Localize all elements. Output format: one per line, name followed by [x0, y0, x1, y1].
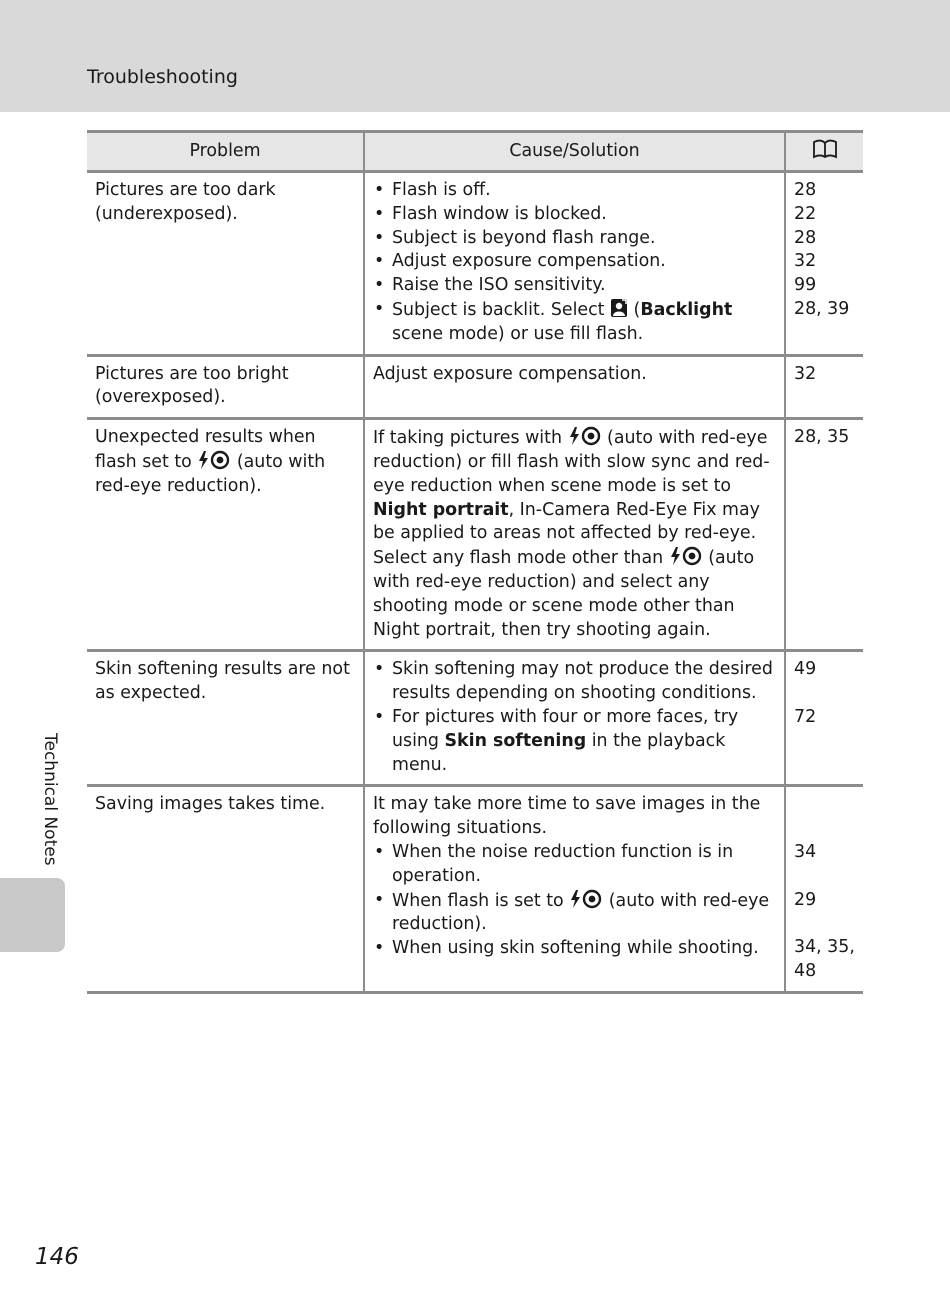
list-item: • When flash is set to (auto with red-eye reduction). — [373, 889, 776, 938]
list-item: • Subject is backlit. Select (Backlight scene mode) or use fill flash. — [373, 298, 776, 347]
reference-cell — [785, 355, 863, 419]
book-icon — [812, 139, 838, 159]
reference-cell — [785, 419, 863, 651]
page-ref: 49 — [794, 659, 817, 680]
cause-cell: Adjust exposure compensation. — [364, 355, 785, 419]
reference-cell — [785, 172, 863, 356]
page-ref: 28, 35 — [794, 427, 850, 448]
page-ref: 34, 35, 48 — [794, 937, 855, 981]
troubleshooting-table — [87, 130, 863, 994]
cause-cell: If taking pictures with (auto with red-eye reduction) or fill flash with slow sync and red-eye reduction when scene mode is set to Night portrait, In-Camera Red-Eye Fix may be applied to areas not affected by red-eye. Select any flash mode other than (auto with red-eye reduction) and select any shooting mode or scene mode other than Night portrait, then try shooting again. — [364, 419, 785, 651]
flash-red-eye-icon — [197, 450, 231, 470]
problem-cell: Saving images takes time. — [87, 786, 364, 992]
table-header-row — [87, 132, 863, 172]
header-reference — [785, 132, 863, 172]
table-row — [87, 355, 863, 419]
page-ref: 28 — [794, 180, 817, 200]
reference-cell — [785, 651, 863, 786]
reference-cell — [785, 786, 863, 992]
table-row — [87, 786, 863, 992]
list-item: • When the noise reduction function is in operation. — [373, 841, 776, 889]
list-item: • Subject is beyond flash range. — [373, 227, 776, 251]
list-item: • Flash is off. — [373, 179, 776, 203]
page-ref: 32 — [794, 363, 817, 384]
header-problem: Problem — [87, 132, 364, 172]
page-title: Troubleshooting — [87, 66, 238, 88]
table-row — [87, 419, 863, 651]
problem-cell: Skin softening results are not as expected. — [87, 651, 364, 786]
flash-red-eye-icon — [669, 546, 703, 566]
page-ref: 99 — [794, 275, 817, 296]
list-item: • Flash window is blocked. — [373, 203, 776, 227]
page-ref: 72 — [794, 706, 817, 727]
section-tab-label: Technical Notes — [40, 733, 60, 866]
page-ref: 34 — [794, 841, 817, 862]
table-row — [87, 651, 863, 786]
section-tab — [0, 878, 65, 952]
page-ref: 28, 39 — [794, 298, 850, 319]
cause-cell — [364, 786, 785, 992]
header-cause-solution: Cause/Solution — [364, 132, 785, 172]
page-ref: 29 — [794, 889, 817, 910]
list-item: • For pictures with four or more faces, try using Skin softening in the playback menu. — [373, 706, 776, 777]
intro-text: It may take more time to save images in the following situations. — [373, 794, 761, 839]
page-number: 146 — [35, 1244, 79, 1270]
list-item: • Adjust exposure compensation. — [373, 250, 776, 274]
backlight-scene-icon — [610, 298, 628, 318]
problem-cell: Pictures are too dark (underexposed). — [87, 172, 364, 356]
list-item: • When using skin softening while shooting. — [373, 937, 776, 961]
problem-cell: Pictures are too bright (overexposed). — [87, 355, 364, 419]
page-ref: 32 — [794, 251, 817, 272]
problem-cell: Unexpected results when flash set to (auto with red-eye reduction). — [87, 419, 364, 651]
flash-red-eye-icon — [569, 889, 603, 909]
list-item: • Raise the ISO sensitivity. — [373, 274, 776, 298]
flash-red-eye-icon — [568, 426, 602, 446]
cause-cell — [364, 172, 785, 356]
cause-cell — [364, 651, 785, 786]
page-ref: 28 — [794, 227, 817, 248]
table-row — [87, 172, 863, 356]
page-ref: 22 — [794, 203, 817, 224]
header-band — [0, 0, 950, 112]
list-item: • Skin softening may not produce the desired results depending on shooting conditions. — [373, 658, 776, 706]
